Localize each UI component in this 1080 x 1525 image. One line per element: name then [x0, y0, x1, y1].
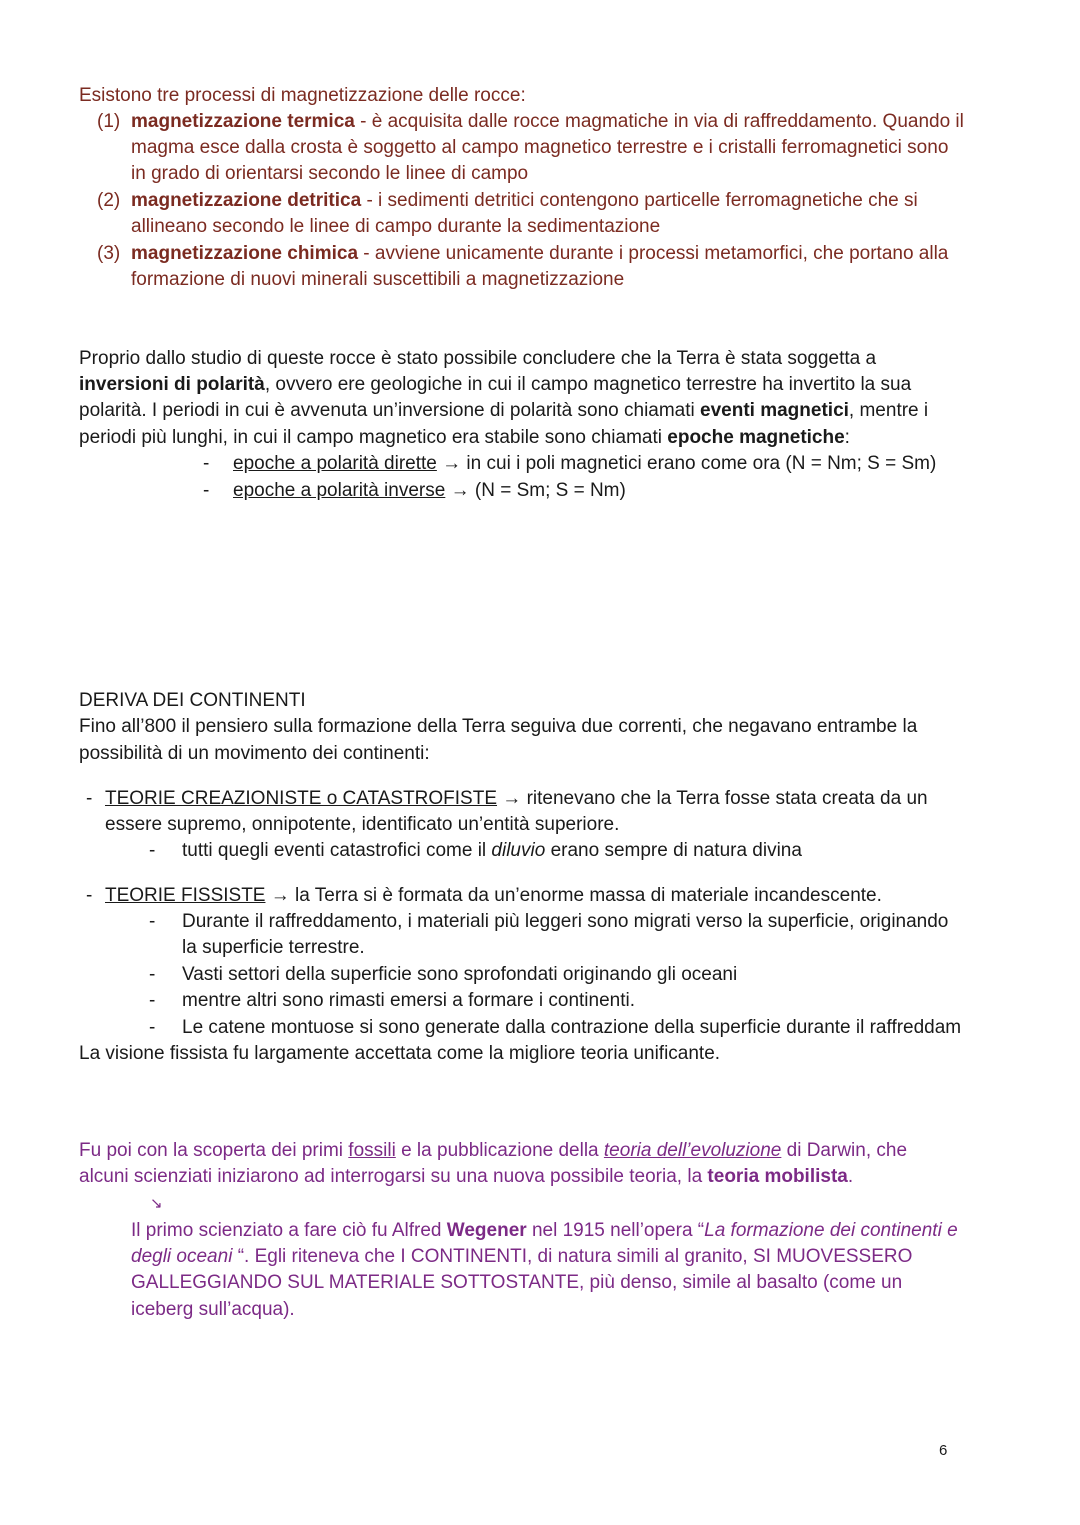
wegener-text: GALLEGGIANDO SUL MATERIALE SOTTOSTANTE, più denso, simile al basalto (come un: [131, 1272, 903, 1293]
polarity-text: , ovvero ere geologiche in cui il campo magnetico terrestre ha invertito la sua: [264, 374, 912, 395]
item-number: (2): [97, 190, 121, 211]
dash-bullet: -: [86, 788, 93, 809]
deriva-conclusion: La visione fissista fu largamente accettata come la migliore teoria unificante.: [79, 1043, 721, 1064]
bullet-term: epoche a polarità dirette: [233, 453, 437, 474]
mobilista-text: Fu poi con la scoperta dei primi: [79, 1140, 349, 1161]
mobilista-text: alcuni scienziati iniziarono ad interrogarsi su una nuova possibile teoria, la: [79, 1166, 708, 1187]
wegener-name: Wegener: [446, 1220, 527, 1241]
magnetization-intro: Esistono tre processi di magnetizzazione delle rocce:: [79, 85, 526, 106]
arrow-down-right-icon: ↘: [150, 1195, 163, 1212]
item-term: magnetizzazione chimica: [131, 243, 359, 264]
page-number: 6: [939, 1442, 948, 1459]
sub-text-italic: diluvio: [491, 840, 546, 861]
dash-bullet: -: [149, 911, 156, 932]
dash-bullet: -: [149, 840, 156, 861]
sub-text: la superficie terrestre.: [182, 937, 365, 958]
item-text: - avviene unicamente durante i processi metamorfici, che portano alla: [358, 243, 949, 264]
item-text: - è acquisita dalle rocce magmatiche in via di raffreddamento. Quando il: [354, 111, 964, 132]
polarity-text: periodi più lunghi, in cui il campo magnetico era stabile sono chiamati: [79, 427, 668, 448]
dash-bullet: -: [86, 885, 93, 906]
sub-text: erano sempre di natura divina: [545, 840, 802, 861]
bullet-text: → in cui i poli magnetici erano come ora (N = Nm; S = Sm): [436, 453, 937, 474]
theory-text: → ritenevano che la Terra fosse stata creata da un: [497, 788, 928, 809]
polarity-term: inversioni di polarità: [79, 374, 265, 395]
item-continuation: in grado di orientarsi secondo le linee di campo: [131, 163, 529, 184]
section-heading: DERIVA DEI CONTINENTI: [79, 690, 306, 711]
wegener-text: Il primo scienziato a fare ciò fu Alfred: [131, 1220, 447, 1241]
sub-text: Durante il raffreddamento, i materiali più leggeri sono migrati verso la superficie, originando: [182, 911, 949, 932]
bullet-term: epoche a polarità inverse: [233, 480, 446, 501]
item-continuation: allineano secondo le linee di campo durante la sedimentazione: [131, 216, 661, 237]
dash-bullet: -: [149, 1017, 156, 1038]
dash-bullet: -: [203, 453, 210, 474]
theory-text: essere supremo, onnipotente, identificato un’entità superiore.: [105, 814, 620, 835]
mobilista-underline: fossili: [348, 1140, 396, 1161]
polarity-term: epoche magnetiche: [667, 427, 845, 448]
dash-bullet: -: [203, 480, 210, 501]
item-number: (1): [97, 111, 121, 132]
theory-term: TEORIE CREAZIONISTE o CATASTROFISTE: [105, 788, 498, 809]
deriva-intro: possibilità di un movimento dei continenti:: [79, 743, 430, 764]
wegener-text: nel 1915 nell’opera “: [526, 1220, 705, 1241]
item-term: magnetizzazione termica: [131, 111, 355, 132]
wegener-text: “. Egli riteneva che I CONTINENTI, di natura simili al granito, SI MUOVESSERO: [232, 1246, 913, 1267]
polarity-text: :: [844, 427, 850, 448]
theory-term: TEORIE FISSISTE: [105, 885, 266, 906]
dash-bullet: -: [149, 964, 156, 985]
item-text: - i sedimenti detritici contengono particelle ferromagnetiche che si: [361, 190, 918, 211]
polarity-text: polarità. I periodi in cui è avvenuta un’inversione di polarità sono chiamati: [79, 400, 701, 421]
item-term: magnetizzazione detritica: [131, 190, 362, 211]
polarity-text: , mentre i: [848, 400, 929, 421]
polarity-term: eventi magnetici: [700, 400, 849, 421]
bullet-text: → (N = Sm; S = Nm): [445, 480, 626, 501]
sub-text: tutti quegli eventi catastrofici come il: [182, 840, 492, 861]
mobilista-text: e la pubblicazione della: [395, 1140, 604, 1161]
mobilista-text: .: [847, 1166, 854, 1187]
work-title: degli oceani: [131, 1246, 233, 1267]
work-title: La formazione dei continenti e: [704, 1220, 958, 1241]
polarity-line: Proprio dallo studio di queste rocce è stato possibile concludere che la Terra è stata soggetta a: [79, 348, 877, 369]
sub-text: mentre altri sono rimasti emersi a formare i continenti.: [182, 990, 635, 1011]
mobilista-underline-italic: teoria dell’evoluzione: [603, 1140, 782, 1161]
mobilista-text: di Darwin, che: [781, 1140, 908, 1161]
deriva-intro: Fino all’800 il pensiero sulla formazione della Terra seguiva due correnti, che negavano entrambe la: [79, 716, 918, 737]
wegener-text: iceberg sull’acqua).: [131, 1299, 295, 1320]
sub-text: Vasti settori della superficie sono sprofondati originando gli oceani: [182, 964, 738, 985]
item-continuation: magma esce dalla crosta è soggetto al campo magnetico terrestre e i cristalli ferromagnetici sono: [131, 137, 949, 158]
sub-text: Le catene montuose si sono generate dalla contrazione della superficie durante il raffreddam: [182, 1017, 962, 1038]
item-continuation: formazione di nuovi minerali suscettibili a magnetizzazione: [131, 269, 625, 290]
dash-bullet: -: [149, 990, 156, 1011]
item-number: (3): [97, 243, 121, 264]
mobilista-term: teoria mobilista: [707, 1166, 848, 1187]
theory-text: → la Terra si è formata da un’enorme massa di materiale incandescente.: [265, 885, 882, 906]
